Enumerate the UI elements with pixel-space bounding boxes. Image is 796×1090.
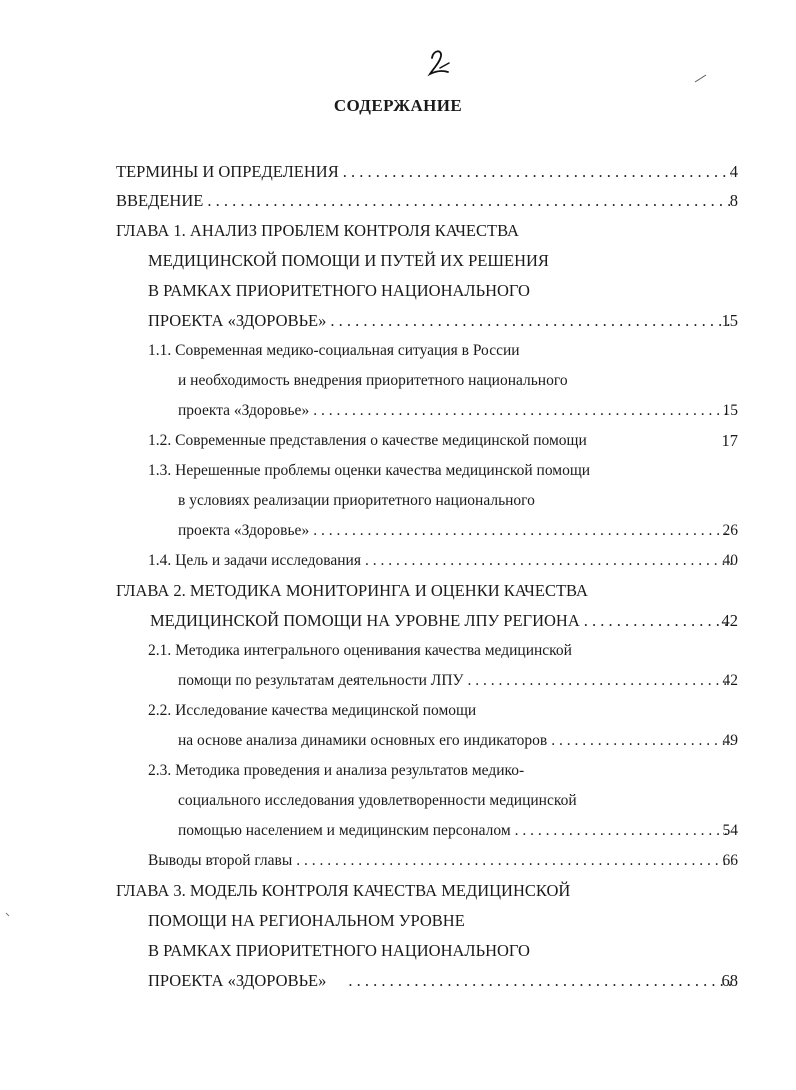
toc-entry-section-1-1 (178, 399, 738, 423)
toc-entry-chapter-2 (150, 609, 738, 633)
toc-entry-text: ПРОЕКТА «ЗДОРОВЬЕ» (148, 971, 327, 990)
toc-section-1-3-line-2: в условиях реализации приоритетного национального (178, 492, 535, 509)
toc-entry-text: ПРОЕКТА «ЗДОРОВЬЕ» (148, 311, 327, 330)
toc-section-1-1-line-2: и необходимость внедрения приоритетного национального (178, 372, 568, 389)
toc-leader-dots (551, 729, 732, 753)
toc-entry-section-1-2-page: 17 (721, 431, 738, 450)
toc-entry-page: 40 (722, 552, 738, 569)
toc-entry-text: ВВЕДЕНИЕ (116, 191, 204, 210)
toc-leader-dots (330, 309, 732, 333)
toc-leader-dots (296, 849, 732, 873)
toc-entry-section-1-4 (148, 549, 738, 573)
toc-entry-page: 26 (722, 522, 738, 539)
toc-leader-dots (584, 609, 732, 633)
toc-section-1-3-line-1: 1.3. Нерешенные проблемы оценки качества медицинской помощи (148, 462, 591, 479)
toc-chapter-3-line-2: ПОМОЩИ НА РЕГИОНАЛЬНОМ УРОВНЕ (148, 911, 465, 930)
toc-entry-page: 49 (722, 732, 738, 749)
toc-leader-dots (207, 189, 732, 213)
toc-entry-chapter-2-conclusions (148, 849, 738, 873)
toc-entry-page: 68 (721, 971, 738, 990)
pen-tick-mark (694, 70, 708, 80)
toc-entry-text: МЕДИЦИНСКОЙ ПОМОЩИ НА УРОВНЕ ЛПУ РЕГИОНА (150, 611, 580, 630)
toc-entry-text: помощью населением и медицинским персоналом (178, 822, 511, 839)
toc-chapter-3-line-1: ГЛАВА 3. МОДЕЛЬ КОНТРОЛЯ КАЧЕСТВА МЕДИЦИНСКОЙ (116, 881, 571, 900)
toc-entry-section-1-3 (178, 519, 738, 543)
toc-entry-terms (116, 160, 738, 184)
toc-entry-chapter-1 (148, 309, 738, 333)
toc-entry-page: 42 (721, 611, 738, 630)
toc-chapter-1-line-1: ГЛАВА 1. АНАЛИЗ ПРОБЛЕМ КОНТРОЛЯ КАЧЕСТВА (116, 221, 519, 240)
toc-leader-dots (515, 819, 732, 843)
toc-title: СОДЕРЖАНИЕ (333, 96, 463, 115)
toc-leader-dots (313, 399, 732, 423)
toc-section-2-1-line-1: 2.1. Методика интегрального оценивания качества медицинской (148, 642, 572, 659)
toc-entry-section-2-1 (178, 669, 738, 693)
toc-section-2-3-line-1: 2.3. Методика проведения и анализа результатов медико- (148, 762, 525, 779)
toc-leader-dots (468, 669, 733, 693)
toc-leader-dots (343, 160, 732, 184)
toc-entry-text: проекта «Здоровье» (178, 522, 310, 539)
toc-entry-text: проекта «Здоровье» (178, 402, 310, 419)
toc-entry-page: 42 (722, 672, 738, 689)
toc-leader-dots (313, 519, 732, 543)
toc-entry-page: 4 (729, 162, 738, 181)
toc-entry-text: на основе анализа динамики основных его индикаторов (178, 732, 548, 749)
toc-entry-chapter-3 (148, 969, 738, 993)
toc-entry-section-2-3 (178, 819, 738, 843)
toc-entry-text: помощи по результатам деятельности ЛПУ (178, 672, 464, 689)
toc-chapter-3-line-3: В РАМКАХ ПРИОРИТЕТНОГО НАЦИОНАЛЬНОГО (148, 941, 530, 960)
handwritten-page-number (418, 44, 458, 84)
toc-entry-page: 54 (722, 822, 738, 839)
toc-entry-page: 8 (729, 191, 738, 210)
toc-entry-text: Выводы второй главы (148, 852, 293, 869)
toc-chapter-1-line-3: В РАМКАХ ПРИОРИТЕТНОГО НАЦИОНАЛЬНОГО (148, 281, 530, 300)
handwritten-page-number-glyph (418, 44, 458, 84)
toc-chapter-2-line-1: ГЛАВА 2. МЕТОДИКА МОНИТОРИНГА И ОЦЕНКИ КАЧЕСТВА (116, 581, 588, 600)
toc-entry-introduction (116, 189, 738, 213)
toc-entry-text: 1.4. Цель и задачи исследования (148, 552, 361, 569)
toc-entry-text: ТЕРМИНЫ И ОПРЕДЕЛЕНИЯ (116, 162, 339, 181)
toc-leader-dots (365, 549, 732, 573)
toc-entry-page: 15 (721, 311, 738, 330)
toc-chapter-1-line-2: МЕДИЦИНСКОЙ ПОМОЩИ И ПУТЕЙ ИХ РЕШЕНИЯ (148, 251, 549, 270)
toc-entry-section-1-2-text: 1.2. Современные представления о качестве медицинской помощи (148, 432, 587, 449)
margin-speck-mark (4, 906, 12, 914)
toc-entry-page: 15 (722, 402, 738, 419)
toc-entry-section-2-2 (178, 729, 738, 753)
toc-leader-dots (348, 969, 732, 993)
toc-entry-page: 66 (722, 852, 738, 869)
toc-section-2-3-line-2: социального исследования удовлетворенности медицинской (178, 792, 577, 809)
toc-section-1-1-line-1: 1.1. Современная медико-социальная ситуация в России (148, 342, 520, 359)
toc-section-2-2-line-1: 2.2. Исследование качества медицинской помощи (148, 702, 477, 719)
